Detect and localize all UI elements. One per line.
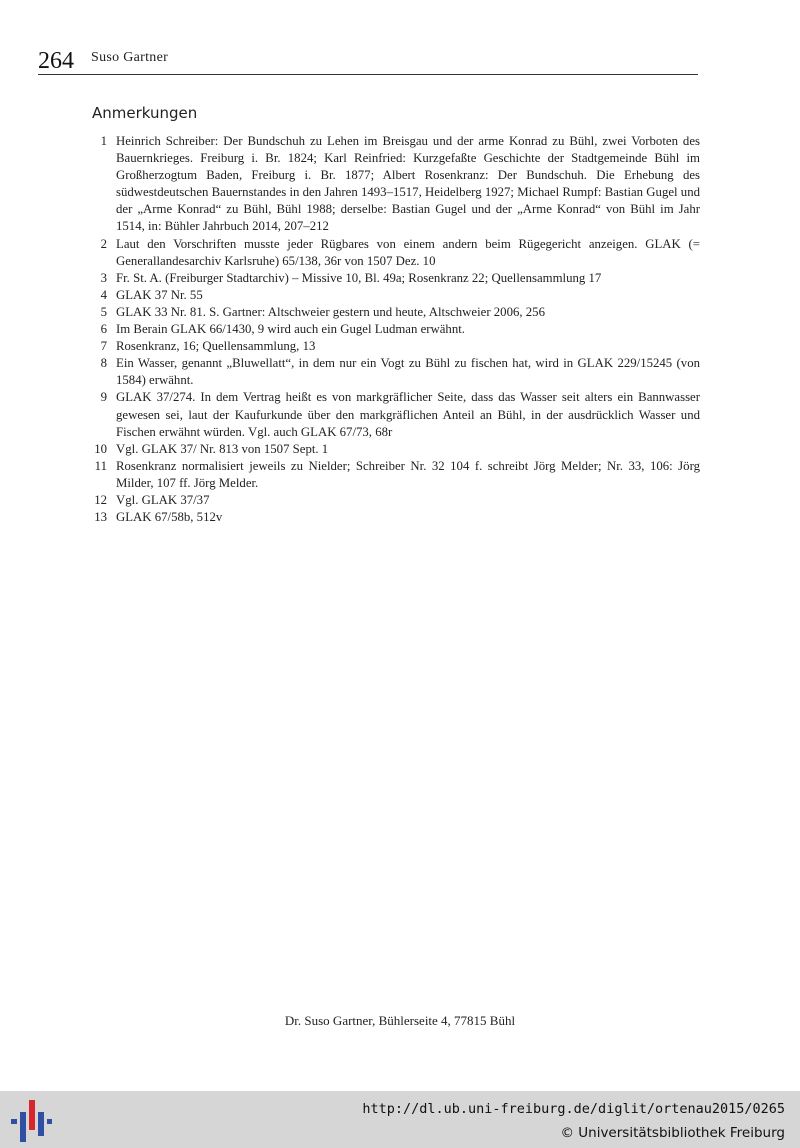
endnote-item [88,304,700,321]
endnote-item [88,270,700,287]
endnote-text: Fr. St. A. (Freiburger Stadtarchiv) – Missive 10, Bl. 49a; Rosenkranz 22; Quellensammlung 17 [116,270,602,285]
endnote-number: 1 [100,134,107,148]
endnote-item [88,441,700,458]
page-number: 264 [38,48,74,74]
endnote-text: Laut den Vorschriften musste jeder Rügbares von einem andern beim Rügegericht anzeigen. GLAK (= Generallandesarchiv Karlsruhe) 65/138, 36r von 1507 Dez. 10 [116,236,700,268]
ub-freiburg-logo-icon [9,1100,53,1142]
endnote-text: Vgl. GLAK 37/37 [116,492,210,507]
running-head-author: Suso Gartner [91,50,169,65]
endnote-text: Rosenkranz normalisiert jeweils zu Nielder; Schreiber Nr. 32 104 f. schreibt Jörg Melder; Nr. 33, 106: Jörg Milder, 107 ff. Jörg Melder. [116,458,700,490]
endnote-item [88,236,700,270]
endnote-item [88,355,700,389]
endnote-text: Im Berain GLAK 66/1430, 9 wird auch ein Gugel Ludman erwähnt. [116,322,465,337]
endnotes-list [88,133,700,526]
footer-bar [0,1091,800,1148]
endnote-item [88,389,700,440]
endnote-item [88,509,700,526]
endnote-item [88,338,700,355]
endnote-item [88,287,700,304]
endnote-text: GLAK 33 Nr. 81. S. Gartner: Altschweier gestern und heute, Altschweier 2006, 256 [116,304,545,319]
endnote-number: 12 [94,492,107,507]
endnote-number: 13 [94,510,107,525]
permalink-url[interactable]: http://dl.ub.uni-freiburg.de/diglit/ortenau2015/0265 [362,1101,785,1117]
endnote-number: 10 [94,441,107,456]
endnote-number: 11 [94,458,107,473]
endnote-number: 9 [100,390,107,405]
endnote-number: 8 [100,356,107,371]
endnote-item [88,321,700,338]
endnote-item [88,133,700,236]
endnote-number: 2 [100,236,107,251]
endnote-text: GLAK 37 Nr. 55 [116,287,203,302]
endnote-number: 7 [100,339,107,354]
endnote-number: 4 [100,287,107,302]
endnote-text: GLAK 37/274. In dem Vertrag heißt es von markgräflicher Seite, dass das Wasser seit alters ein Bannwasser gewesen sei, laut der Kaufurkunde über den markgräflichen Anteil an Bühl, in der ausdrücklich Wasser und Fischen erwähnt würden. Vgl. auch GLAK 67/73, 68r [116,390,700,439]
endnote-number: 3 [100,270,107,285]
endnote-item [88,492,700,509]
copyright-notice: © Universitätsbibliothek Freiburg [560,1125,785,1141]
endnote-text: Rosenkranz, 16; Quellensammlung, 13 [116,339,316,354]
endnote-text: GLAK 67/58b, 512v [116,510,223,525]
author-address: Dr. Suso Gartner, Bühlerseite 4, 77815 Bühl [284,1013,516,1028]
running-head [38,44,698,75]
endnote-text: Ein Wasser, genannt „Bluwellatt“, in dem nur ein Vogt zu Bühl zu fischen hat, wird in GLAK 229/15245 (von 1584) erwähnt. [116,356,700,388]
endnote-text: Vgl. GLAK 37/ Nr. 813 von 1507 Sept. 1 [116,441,329,456]
endnote-number: 5 [100,304,107,319]
endnote-text: Heinrich Schreiber: Der Bundschuh zu Lehen im Breisgau und der arme Konrad zu Bühl, zwei Vorboten des Bauernkrieges. Freiburg i. Br. 1824; Karl Reinfried: Kurzgefaßte Geschichte der Stadtgemeinde Bühl im Großherzogtum Baden, Freiburg i. Br. 1877; Albert Rosenkranz: Der Bundschuh. Die Erhebung des südwestdeutschen Bauernstandes in den Jahren 1493–1517, Heidelberg 1927; Michael Rumpf: Bastian Gugel und der „Arme Konrad“ zu Bühl, Bühl 1988; derselbe: Bastian Gugel und der „Arme Konrad“ von Bühl im Jahr 1514, in: Bühler Jahrbuch 2014, 207–212 [116,134,700,234]
endnote-number: 6 [100,322,107,337]
section-heading: Anmerkungen [92,104,198,122]
endnote-item [88,458,700,492]
